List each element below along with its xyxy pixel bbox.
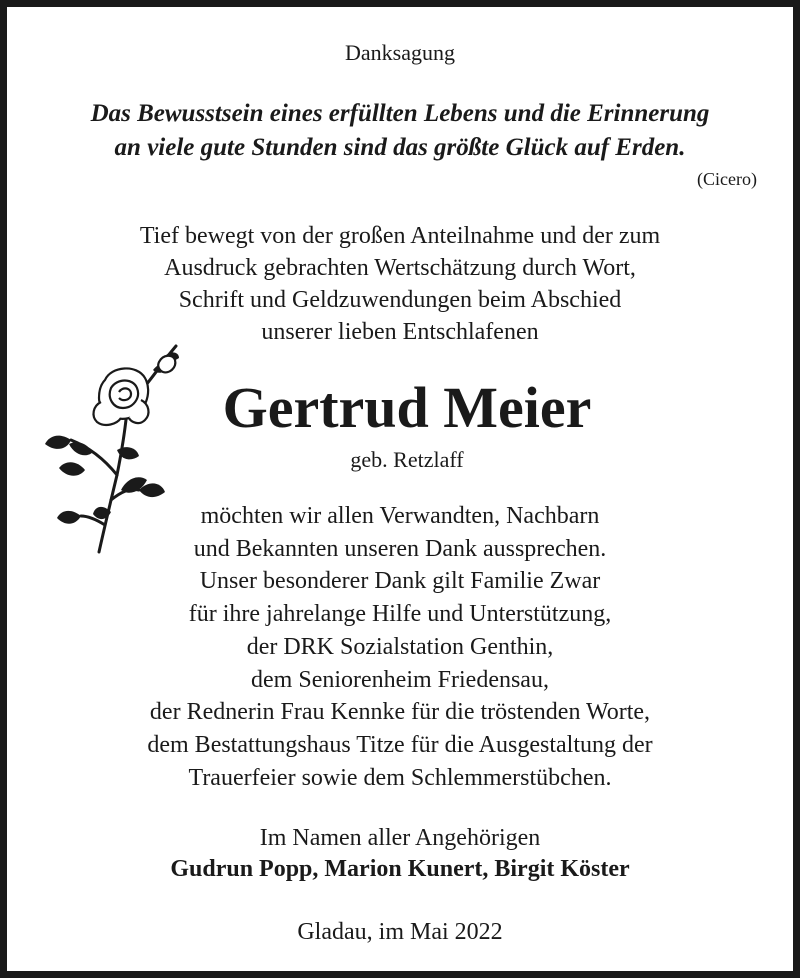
maiden-name: geb. Retzlaff — [350, 447, 464, 472]
thanks-line: der DRK Sozialstation Genthin, — [246, 633, 554, 660]
thanks-text — [7, 500, 793, 794]
quote-line: Das Bewusstsein eines erfüllten Lebens und die Erinnerung — [90, 100, 710, 127]
intro-line: unserer lieben Entschlafenen — [261, 319, 539, 345]
thanks-line: und Bekannten unseren Dank aussprechen. — [193, 535, 607, 562]
thanks-line: für ihre jahrelange Hilfe und Unterstützung, — [188, 601, 612, 628]
thanks-line: Trauerfeier sowie dem Schlemmerstübchen. — [188, 764, 612, 791]
deceased-name: Gertrud Meier — [222, 375, 592, 440]
quote-line: an viele gute Stunden sind das größte Glück auf Erden. — [114, 134, 686, 161]
thanks-line: Unser besonderer Dank gilt Familie Zwar — [199, 568, 601, 595]
signers-names: Gudrun Popp, Marion Kunert, Birgit Köster — [170, 856, 630, 882]
place-date: Gladau, im Mai 2022 — [297, 919, 503, 945]
thanks-line: dem Bestattungshaus Titze für die Ausgestaltung der — [147, 731, 653, 758]
intro-line: Schrift und Geldzuwendungen beim Abschied — [178, 287, 622, 313]
intro-text — [7, 220, 793, 348]
quote-source: (Cicero) — [697, 169, 757, 189]
thanks-line: dem Seniorenheim Friedensau, — [251, 666, 549, 693]
notice-heading: Danksagung — [345, 40, 455, 65]
intro-line: Ausdruck gebrachten Wertschätzung durch Wort, — [164, 255, 636, 281]
quote-text — [7, 97, 793, 165]
thanks-line: möchten wir allen Verwandten, Nachbarn — [200, 503, 600, 529]
intro-line: Tief bewegt von der großen Anteilnahme und der zum — [139, 223, 661, 249]
signoff-text: Im Namen aller Angehörigen — [259, 825, 541, 851]
thanks-line: der Rednerin Frau Kennke für die tröstenden Worte, — [149, 699, 651, 726]
